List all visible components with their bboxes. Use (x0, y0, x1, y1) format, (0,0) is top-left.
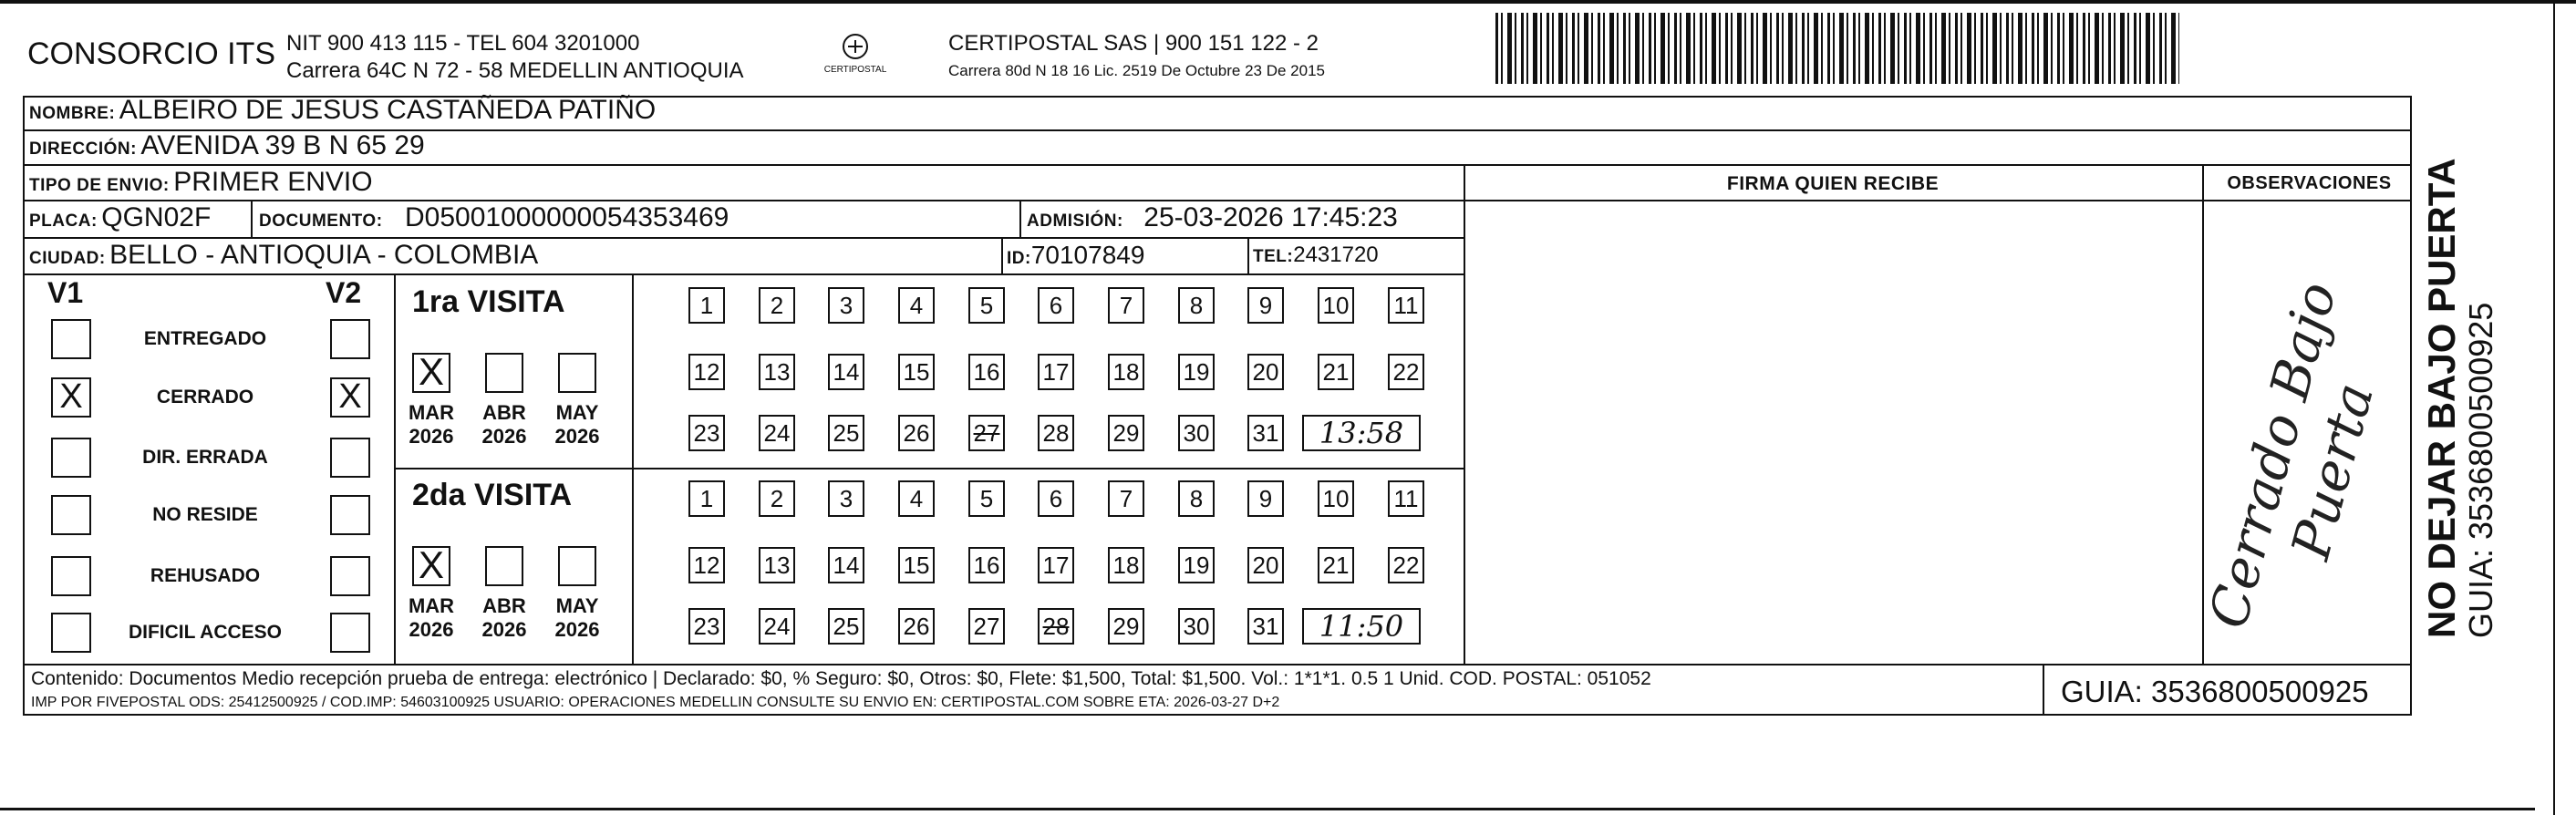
visit-day-box[interactable]: 15 (898, 547, 935, 583)
right-border (2553, 0, 2555, 815)
visit-day-box[interactable]: 2 (759, 287, 795, 324)
visit-month-label (545, 594, 609, 642)
logo-text: CERTIPOSTAL (823, 65, 887, 75)
v1-label: V1 (47, 276, 84, 309)
visit-day-box[interactable]: 22 (1388, 354, 1424, 390)
visit-day-box[interactable]: 25 (828, 608, 864, 645)
firma-label: FIRMA QUIEN RECIBE (1726, 173, 1940, 194)
month-year: 2026 (554, 425, 600, 448)
status-label: CERRADO (156, 387, 254, 408)
status-v2-checkbox[interactable] (330, 438, 370, 478)
visit-day-box[interactable]: 12 (688, 354, 725, 390)
visit-month-checkbox[interactable]: X (412, 353, 450, 393)
visit-day-box[interactable]: 19 (1178, 354, 1215, 390)
visit-day-box[interactable]: 5 (968, 287, 1005, 324)
visit-day-box[interactable]: 19 (1178, 547, 1215, 583)
visit-day-box[interactable]: 27 (968, 415, 1005, 451)
month-name: ABR (482, 594, 526, 617)
nombre-row (29, 95, 656, 126)
visit-day-box[interactable]: 21 (1318, 354, 1354, 390)
visit-day-box[interactable]: 31 (1247, 608, 1284, 645)
documento-row (259, 202, 729, 233)
visit-day-box[interactable]: 15 (898, 354, 935, 390)
visit-month-checkbox[interactable] (485, 546, 523, 586)
visit-day-box[interactable]: 28 (1038, 608, 1074, 645)
month-year: 2026 (409, 425, 454, 448)
id-value: 70107849 (1030, 241, 1145, 269)
month-year: 2026 (481, 425, 527, 448)
visit1-title: 1ra VISITA (412, 284, 565, 319)
visit-day-box[interactable]: 22 (1388, 547, 1424, 583)
month-name: MAY (555, 401, 599, 424)
visit-time-box[interactable]: 11:50 (1302, 608, 1421, 645)
visit-day-box[interactable]: 4 (898, 287, 935, 324)
visit-day-box[interactable]: 12 (688, 547, 725, 583)
admision-row (1027, 202, 1398, 233)
side-guia: GUIA: 3536800500925 (2462, 302, 2499, 638)
admision-value: 25-03-2026 17:45:23 (1143, 202, 1398, 232)
visit-day-box[interactable]: 7 (1108, 287, 1144, 324)
visit-day-box[interactable]: 30 (1178, 415, 1215, 451)
footer-line2: IMP POR FIVEPOSTAL ODS: 25412500925 / COD.IMP: 54603100925 USUARIO: OPERACIONES MEDELLIN CONSULTE SU ENVIO EN: CERTIPOSTAL.COM SOBRE ETA: 2026-03-27 D+2 (31, 695, 1280, 710)
visit-month-label (399, 401, 463, 449)
visit-day-box[interactable]: 1 (688, 287, 725, 324)
status-v1-checkbox[interactable] (51, 556, 91, 596)
visit-day-box[interactable]: 30 (1178, 608, 1215, 645)
visit-day-box[interactable]: 18 (1108, 354, 1144, 390)
visit-month-checkbox[interactable] (558, 353, 596, 393)
tel-row (1253, 242, 1379, 268)
tipo-label: TIPO DE ENVIO: (29, 176, 170, 195)
visit-month-label (399, 594, 463, 642)
visit-day-box[interactable]: 5 (968, 480, 1005, 517)
visit-month-label (472, 401, 536, 449)
status-v2-checkbox[interactable]: X (330, 377, 370, 418)
certipostal-line1: CERTIPOSTAL SAS | 900 151 122 - 2 (948, 31, 1319, 56)
visit-day-box[interactable]: 24 (759, 415, 795, 451)
visit-month-label (472, 594, 536, 642)
barcode (1495, 13, 2179, 84)
placa-row (29, 202, 211, 233)
visit-day-box[interactable]: 29 (1108, 608, 1144, 645)
month-year: 2026 (409, 618, 454, 641)
visit-day-box[interactable]: 24 (759, 608, 795, 645)
status-v2-checkbox[interactable] (330, 495, 370, 535)
visit-day-box[interactable]: 31 (1247, 415, 1284, 451)
visit-day-box[interactable]: 27 (968, 608, 1005, 645)
ciudad-row (29, 240, 538, 271)
month-name: MAY (555, 594, 599, 617)
visit-day-box[interactable]: 10 (1318, 287, 1354, 324)
tel-value: 2431720 (1293, 242, 1379, 267)
status-label: NO RESIDE (152, 504, 258, 525)
visit-day-box[interactable]: 14 (828, 547, 864, 583)
side-text (2421, 91, 2499, 638)
placa-value: QGN02F (101, 202, 212, 232)
visit-day-box[interactable]: 16 (968, 547, 1005, 583)
status-v1-checkbox[interactable]: X (51, 377, 91, 418)
ciudad-label: CIUDAD: (29, 249, 106, 268)
footer-line1: Contenido: Documentos Medio recepción prueba de entrega: electrónico | Declarado: $0, % Seguro: $0, Otros: $0, Flete: $1,500, Total: $1,500. Vol.: 1*1*1. 0.5 1 Unid. COD. POSTAL: 051052 (31, 668, 1651, 689)
status-v1-checkbox[interactable] (51, 613, 91, 653)
admision-label: ADMISIÓN: (1027, 211, 1123, 231)
observaciones-label: OBSERVACIONES (2227, 173, 2392, 193)
tel-label: TEL: (1253, 247, 1294, 266)
visit-day-box[interactable]: 11 (1388, 287, 1424, 324)
status-v2-checkbox[interactable] (330, 556, 370, 596)
month-name: MAR (408, 594, 455, 617)
visit-month-label (545, 401, 609, 449)
side-warning: NO DEJAR BAJO PUERTA (2420, 158, 2463, 638)
logo-icon (839, 33, 872, 60)
direccion-label: DIRECCIÓN: (29, 139, 137, 159)
tipo-value: PRIMER ENVIO (173, 167, 373, 197)
visit-day-box[interactable]: 26 (898, 608, 935, 645)
direccion-value: AVENIDA 39 B N 65 29 (140, 130, 425, 160)
top-border (0, 0, 2576, 4)
visit-day-box[interactable]: 2 (759, 480, 795, 517)
visit-day-box[interactable]: 10 (1318, 480, 1354, 517)
visit-day-box[interactable]: 11 (1388, 480, 1424, 517)
visit-day-box[interactable]: 9 (1247, 480, 1284, 517)
placa-label: PLACA: (29, 211, 98, 231)
handwritten-note: Cerrado Bajo Puerta (2196, 275, 2386, 635)
visit-day-box[interactable]: 17 (1038, 547, 1074, 583)
visit-day-box[interactable]: 18 (1108, 547, 1144, 583)
visit-day-box[interactable]: 13 (759, 354, 795, 390)
company-line2: Carrera 64C N 72 - 58 MEDELLIN ANTIOQUIA (286, 58, 744, 83)
certipostal-line2: Carrera 80d N 18 16 Lic. 2519 De Octubre 23 De 2015 (948, 62, 1325, 79)
id-label: ID: (1007, 249, 1031, 268)
documento-value: D05001000000054353469 (405, 202, 729, 232)
visit-month-checkbox[interactable] (558, 546, 596, 586)
month-year: 2026 (481, 618, 527, 641)
company-name: CONSORCIO ITS (27, 36, 276, 71)
visit-day-box[interactable]: 1 (688, 480, 725, 517)
visit-month-checkbox[interactable] (485, 353, 523, 393)
status-v1-checkbox[interactable] (51, 438, 91, 478)
nombre-value: ALBEIRO DE JESUS CASTAÑEDA PATIÑO (119, 95, 657, 125)
visit-day-box[interactable]: 9 (1247, 287, 1284, 324)
visit-day-box[interactable]: 29 (1108, 415, 1144, 451)
footer-guia: GUIA: 3536800500925 (2061, 675, 2369, 708)
status-label: ENTREGADO (143, 328, 267, 349)
visit-day-box[interactable]: 3 (828, 287, 864, 324)
month-year: 2026 (554, 618, 600, 641)
visit-day-box[interactable]: 3 (828, 480, 864, 517)
visit-day-box[interactable]: 16 (968, 354, 1005, 390)
visit-day-box[interactable]: 6 (1038, 287, 1074, 324)
status-label: REHUSADO (150, 565, 261, 586)
visit-day-box[interactable]: 21 (1318, 547, 1354, 583)
visit-day-box[interactable]: 14 (828, 354, 864, 390)
company-line1: NIT 900 413 115 - TEL 604 3201000 (286, 31, 640, 56)
ciudad-value: BELLO - ANTIOQUIA - COLOMBIA (109, 240, 539, 270)
visit-day-box[interactable]: 17 (1038, 354, 1074, 390)
status-label: DIR. ERRADA (142, 447, 268, 468)
month-name: ABR (482, 401, 526, 424)
direccion-row (29, 130, 425, 161)
observaciones-handwriting (2196, 201, 2407, 661)
status-v1-checkbox[interactable] (51, 495, 91, 535)
visit-day-box[interactable]: 26 (898, 415, 935, 451)
documento-label: DOCUMENTO: (259, 211, 383, 231)
visit-day-box[interactable]: 7 (1108, 480, 1144, 517)
visit-day-box[interactable]: 23 (688, 415, 725, 451)
month-name: MAR (408, 401, 455, 424)
visit-month-checkbox[interactable]: X (412, 546, 450, 586)
visit-day-box[interactable]: 25 (828, 415, 864, 451)
visit-day-box[interactable]: 28 (1038, 415, 1074, 451)
status-v2-checkbox[interactable] (330, 319, 370, 359)
visit-time-box[interactable]: 13:58 (1302, 415, 1421, 451)
status-v1-checkbox[interactable] (51, 319, 91, 359)
tipo-row (29, 167, 373, 198)
status-label: DIFICIL ACCESO (128, 622, 282, 643)
v2-label: V2 (326, 276, 362, 309)
certipostal-logo (819, 33, 892, 84)
status-v2-checkbox[interactable] (330, 613, 370, 653)
visit-day-box[interactable]: 20 (1247, 547, 1284, 583)
visit-day-box[interactable]: 6 (1038, 480, 1074, 517)
nombre-label: NOMBRE: (29, 104, 116, 123)
visit-day-box[interactable]: 23 (688, 608, 725, 645)
visit2-title: 2da VISITA (412, 478, 573, 512)
visit-day-box[interactable]: 8 (1178, 480, 1215, 517)
bottom-border (0, 808, 2535, 810)
visit-day-box[interactable]: 20 (1247, 354, 1284, 390)
id-row (1007, 241, 1144, 270)
visit-day-box[interactable]: 13 (759, 547, 795, 583)
visit-day-box[interactable]: 4 (898, 480, 935, 517)
visit-day-box[interactable]: 8 (1178, 287, 1215, 324)
